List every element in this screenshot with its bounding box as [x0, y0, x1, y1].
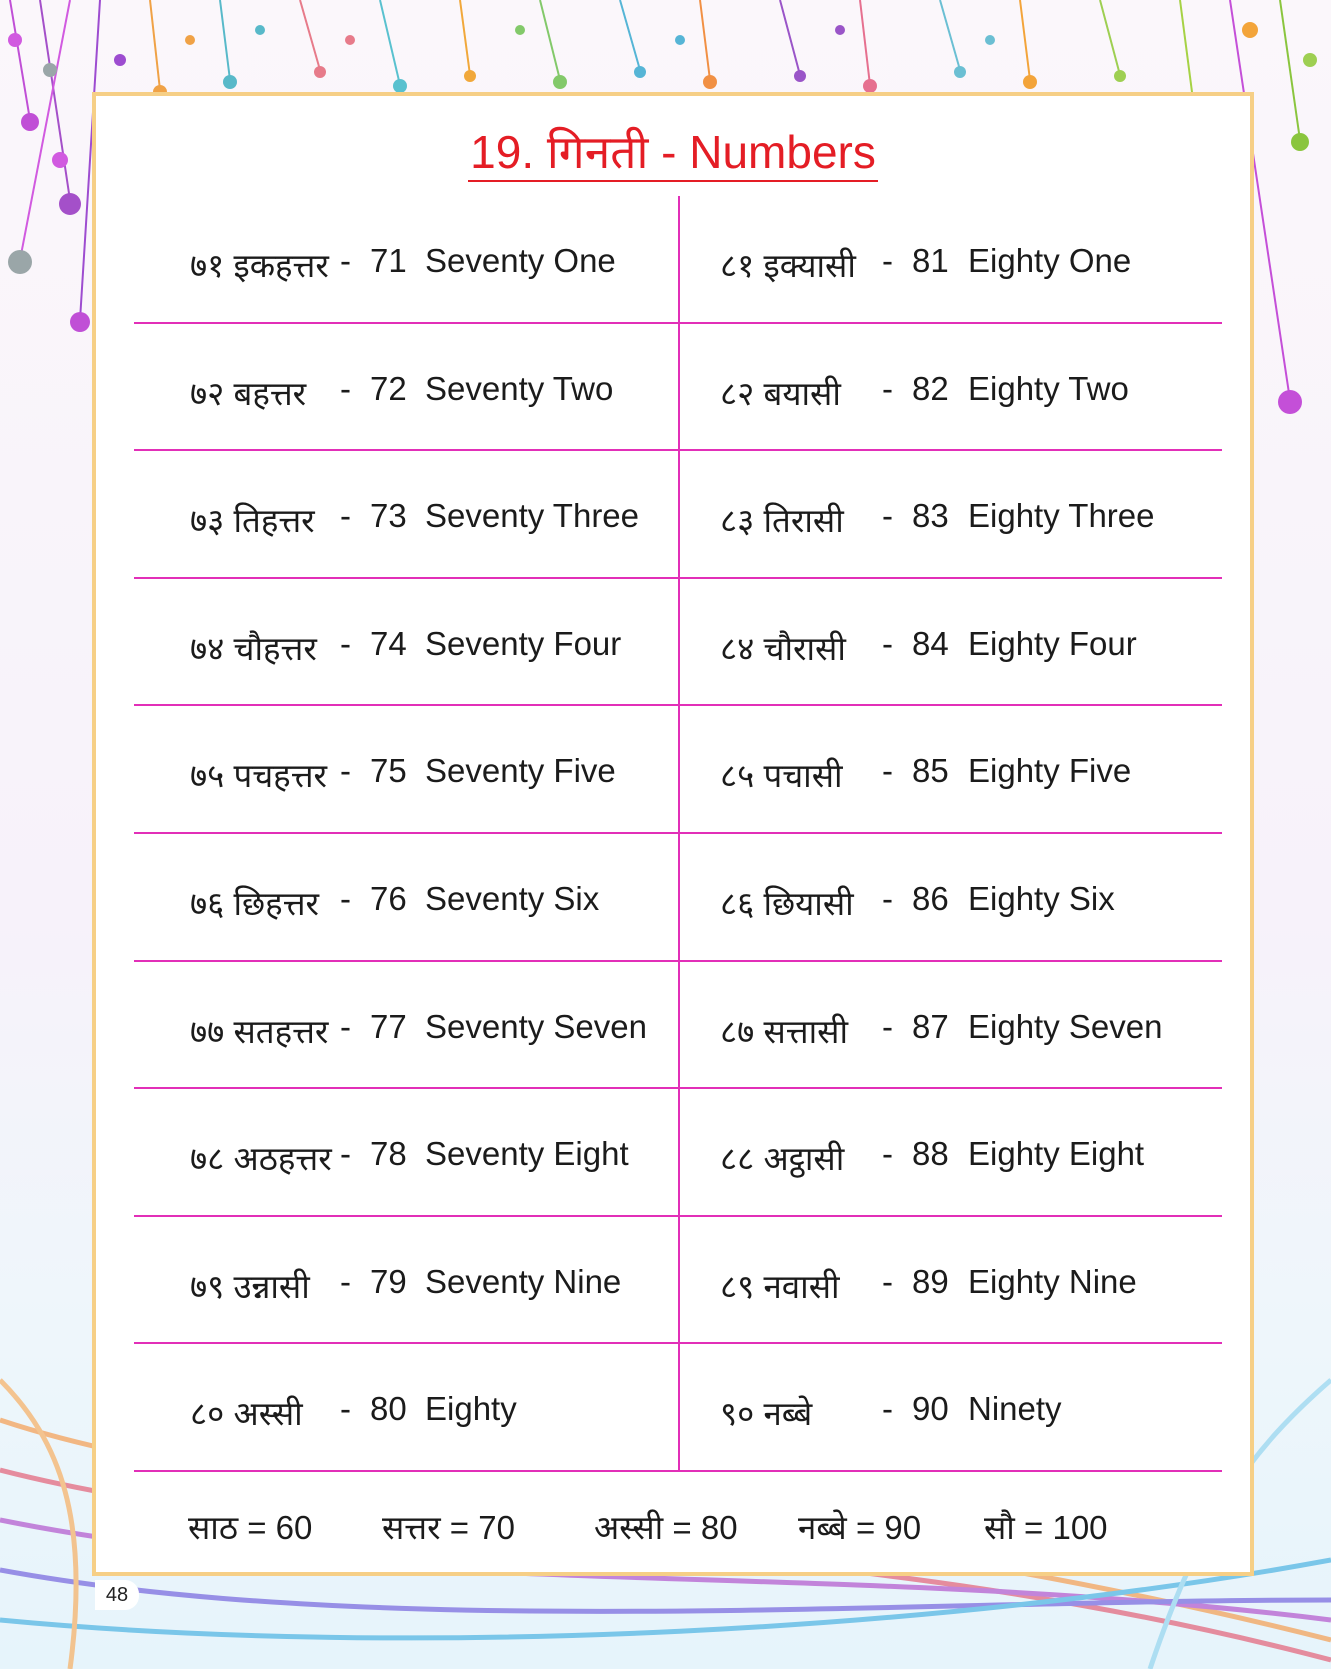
separator-dash: -: [340, 1007, 351, 1045]
number-entry: [134, 1089, 678, 1215]
nepali-number: ७२ बहत्तर: [190, 374, 307, 412]
number-entry: [680, 579, 1224, 705]
table-row: [134, 834, 1222, 962]
arabic-number: 81: [912, 242, 949, 279]
number-entry: [134, 324, 678, 450]
nepali-number: ७६ छिहत्तर: [190, 884, 319, 922]
numbers-table: [134, 196, 1222, 1472]
number-entry: [134, 196, 678, 322]
nepali-number: ८५ पचासी: [720, 757, 843, 795]
summary-item: अस्सी = 80: [594, 1509, 738, 1546]
arabic-number: 82: [912, 369, 949, 407]
page-number: 48: [95, 1580, 139, 1610]
arabic-number: 74: [370, 624, 407, 662]
english-word: Eighty Four: [968, 624, 1137, 662]
summary-item: नब्बे = 90: [798, 1509, 922, 1546]
table-row: [134, 962, 1222, 1090]
number-entry: [134, 579, 678, 705]
english-word: Eighty: [425, 1390, 517, 1428]
arabic-number: 86: [912, 879, 949, 917]
number-entry: [680, 834, 1224, 960]
content-card: [92, 92, 1254, 1576]
separator-dash: -: [882, 1390, 893, 1428]
table-row: [134, 451, 1222, 579]
nepali-number: ८८ अट्ठासी: [720, 1140, 845, 1178]
number-entry: [134, 1344, 678, 1470]
table-row: [134, 196, 1222, 324]
table-row: [134, 1217, 1222, 1345]
english-word: Seventy Seven: [425, 1007, 647, 1045]
separator-dash: -: [340, 1390, 351, 1428]
separator-dash: -: [882, 369, 893, 407]
separator-dash: -: [882, 497, 893, 535]
nepali-number: ८६ छियासी: [720, 884, 854, 922]
separator-dash: -: [340, 242, 351, 279]
separator-dash: -: [340, 497, 351, 535]
nepali-number: ७७ सतहत्तर: [190, 1012, 329, 1050]
table-row: [134, 324, 1222, 452]
separator-dash: -: [882, 1007, 893, 1045]
nepali-number: ७५ पचहत्तर: [190, 757, 328, 795]
number-entry: [680, 1344, 1224, 1470]
nepali-number: ८७ सत्तासी: [720, 1012, 849, 1050]
number-entry: [680, 706, 1224, 832]
separator-dash: -: [882, 879, 893, 917]
number-entry: [680, 1089, 1224, 1215]
number-entry: [134, 1217, 678, 1343]
number-entry: [134, 962, 678, 1088]
table-row: [134, 1089, 1222, 1217]
nepali-number: ८० अस्सी: [190, 1395, 303, 1433]
arabic-number: 87: [912, 1007, 949, 1045]
arabic-number: 72: [370, 369, 407, 407]
number-entry: [680, 1217, 1224, 1343]
separator-dash: -: [340, 752, 351, 790]
number-entry: [134, 834, 678, 960]
number-entry: [680, 324, 1224, 450]
separator-dash: -: [340, 624, 351, 662]
nepali-number: ७३ तिहत्तर: [190, 502, 315, 540]
arabic-number: 73: [370, 497, 407, 535]
english-word: Eighty Two: [968, 369, 1129, 407]
nepali-number: ८९ नवासी: [720, 1267, 840, 1305]
arabic-number: 79: [370, 1262, 407, 1300]
arabic-number: 76: [370, 879, 407, 917]
nepali-number: ७९ उन्नासी: [190, 1267, 310, 1305]
table-row: [134, 706, 1222, 834]
separator-dash: -: [882, 624, 893, 662]
separator-dash: -: [882, 242, 893, 279]
nepali-number: ८१ इक्यासी: [720, 247, 856, 284]
arabic-number: 83: [912, 497, 949, 535]
separator-dash: -: [340, 369, 351, 407]
nepali-number: ८४ चौरासी: [720, 629, 846, 667]
summary-item: सौ = 100: [984, 1509, 1108, 1546]
number-entry: [134, 451, 678, 577]
english-word: Ninety: [968, 1390, 1062, 1428]
nepali-number: ८३ तिरासी: [720, 502, 844, 540]
nepali-number: ७८ अठहत्तर: [190, 1140, 332, 1178]
separator-dash: -: [882, 752, 893, 790]
arabic-number: 90: [912, 1390, 949, 1428]
nepali-number: ७४ चौहत्तर: [190, 629, 317, 667]
separator-dash: -: [340, 1135, 351, 1173]
separator-dash: -: [882, 1135, 893, 1173]
summary-item: साठ = 60: [188, 1509, 313, 1546]
arabic-number: 71: [370, 242, 407, 279]
tens-summary: [134, 1492, 1222, 1552]
number-entry: [680, 962, 1224, 1088]
nepali-number: ९० नब्बे: [720, 1395, 813, 1433]
nepali-number: ८२ बयासी: [720, 374, 841, 412]
arabic-number: 80: [370, 1390, 407, 1428]
english-word: Eighty Seven: [968, 1007, 1163, 1045]
summary-item: सत्तर = 70: [382, 1509, 515, 1546]
arabic-number: 75: [370, 752, 407, 790]
english-word: Eighty One: [968, 242, 1132, 279]
english-word: Eighty Five: [968, 752, 1132, 790]
english-word: Seventy Six: [425, 879, 600, 917]
arabic-number: 78: [370, 1135, 407, 1173]
arabic-number: 84: [912, 624, 949, 662]
number-entry: [134, 706, 678, 832]
arabic-number: 77: [370, 1007, 407, 1045]
separator-dash: -: [340, 879, 351, 917]
english-word: Seventy Two: [425, 369, 614, 407]
english-word: Eighty Eight: [968, 1135, 1145, 1173]
table-row: [134, 1344, 1222, 1472]
nepali-number: ७१ इकहत्तर: [190, 247, 329, 284]
table-row: [134, 579, 1222, 707]
separator-dash: -: [340, 1262, 351, 1300]
english-word: Seventy Four: [425, 624, 622, 662]
english-word: Eighty Six: [968, 879, 1115, 917]
english-word: Eighty Nine: [968, 1262, 1137, 1300]
english-word: Seventy Eight: [425, 1135, 629, 1173]
page-title: 19. गिनती - Numbers: [96, 120, 1250, 182]
arabic-number: 85: [912, 752, 949, 790]
arabic-number: 88: [912, 1135, 949, 1173]
number-entry: [680, 451, 1224, 577]
english-word: Eighty Three: [968, 497, 1155, 535]
number-entry: [680, 196, 1224, 322]
separator-dash: -: [882, 1262, 893, 1300]
english-word: Seventy Three: [425, 497, 640, 535]
english-word: Seventy One: [425, 242, 616, 279]
english-word: Seventy Five: [425, 752, 616, 790]
arabic-number: 89: [912, 1262, 949, 1300]
english-word: Seventy Nine: [425, 1262, 622, 1300]
